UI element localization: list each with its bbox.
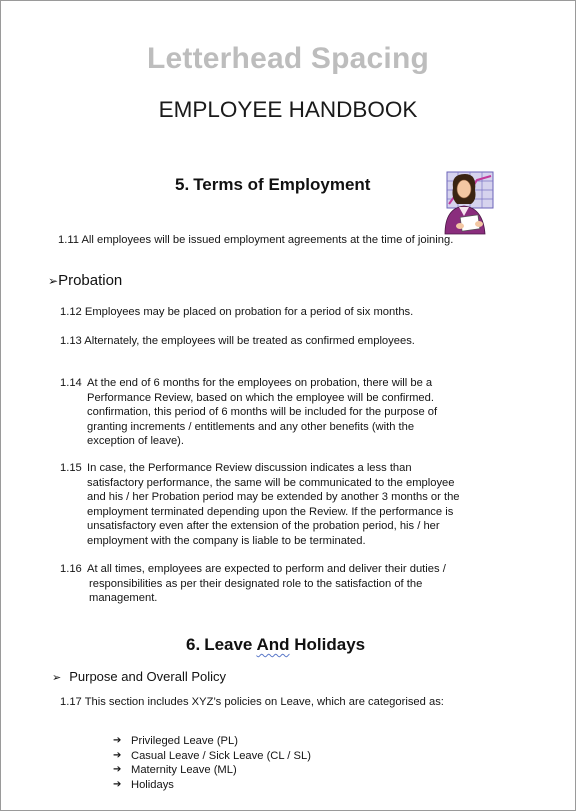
section-6-title-part: Leave [204,635,257,654]
list-item [113,734,311,749]
paragraph-1-17 [60,695,540,710]
list-item [113,749,311,764]
right-arrow-bullet-icon: ➔ [113,764,122,776]
paragraph-1-11 [58,233,538,248]
list-item-label: Holidays [131,778,174,791]
paragraph-line: granting increments / entitlements and any other benefits (with the [87,420,415,433]
paragraph-number: 1.12 [60,306,82,318]
paragraph-number: 1.14 [60,377,82,389]
paragraph-line: In case, the Performance Review discussion indicates a less than [87,462,412,474]
paragraph-line: and his / her Probation period may be extended by another 3 months or the [87,491,460,504]
paragraph-text: Alternately, the employees will be treated as confirmed employees. [84,335,415,347]
paragraph-text: All employees will be issued employment agreements at the time of joining. [81,234,454,246]
section-6-heading [186,635,365,655]
list-item [113,763,311,778]
paragraph-1-15 [60,461,500,553]
leave-types-list [113,734,311,792]
paragraph-1-12 [60,305,540,320]
businesswoman-clipart-icon [433,170,497,236]
paragraph-line: confirmation, this period of 6 months will be included for the purpose of [87,406,438,419]
paragraph-line: exception of leave). [87,435,185,448]
section-6-title-part: Holidays [289,635,366,654]
paragraph-number: 1.16 [60,563,82,575]
paragraph-text: This section includes XYZ’s policies on Leave, which are categorised as: [84,696,444,708]
paragraph-line: At all times, employees are expected to perform and deliver their duties / [87,563,446,575]
paragraph-line: Performance Review, based on which the employee will be confirmed. [87,391,434,404]
paragraph-number: 1.11 [58,234,79,246]
list-item-label: Casual Leave / Sick Leave (CL / SL) [131,749,311,762]
section-5-title: Terms of Employment [193,175,371,194]
arrowhead-bullet-icon: ➢ [52,672,62,684]
list-item-label: Privileged Leave (PL) [131,735,238,747]
list-item [113,778,311,793]
paragraph-line: employment terminated depending upon the Review. If the performance is [87,505,454,518]
right-arrow-bullet-icon: ➔ [113,735,122,746]
section-5-heading [175,175,370,195]
paragraph-line: employment with the company is liable to be terminated. [87,534,366,547]
handbook-title: EMPLOYEE HANDBOOK [158,97,418,122]
paragraph-number: 1.13 [60,335,82,347]
paragraph-1-16 [60,562,500,608]
list-item-label: Maternity Leave (ML) [131,764,237,777]
right-arrow-bullet-icon: ➔ [113,778,122,790]
probation-heading [48,272,122,289]
paragraph-line: At the end of 6 months for the employees on probation, there will be a [87,377,433,389]
paragraph-line: satisfactory performance, the same will be communicated to the employee [87,476,455,489]
section-6-number: 6. [186,635,201,654]
right-arrow-bullet-icon: ➔ [113,749,122,761]
paragraph-text: Employees may be placed on probation for a period of six months. [84,306,414,318]
paragraph-1-13 [60,334,540,349]
probation-label: Probation [58,272,123,289]
paragraph-line: management. [89,592,158,605]
paragraph-1-14 [60,376,500,456]
paragraph-number: 1.17 [60,696,82,708]
paragraph-line: unsatisfactory even after the extension of the probation period, his / her [87,520,440,533]
purpose-heading [52,669,226,684]
paragraph-number: 1.15 [60,462,82,474]
letterhead-placeholder: Letterhead Spacing [147,42,429,75]
section-6-title-spellcheck-word: And [256,635,290,654]
purpose-label: Purpose and Overall Policy [69,669,227,684]
section-5-number: 5. [175,175,190,194]
arrowhead-bullet-icon: ➢ [48,274,59,288]
paragraph-line: responsibilities as per their designated role to the satisfaction of the [89,577,423,590]
